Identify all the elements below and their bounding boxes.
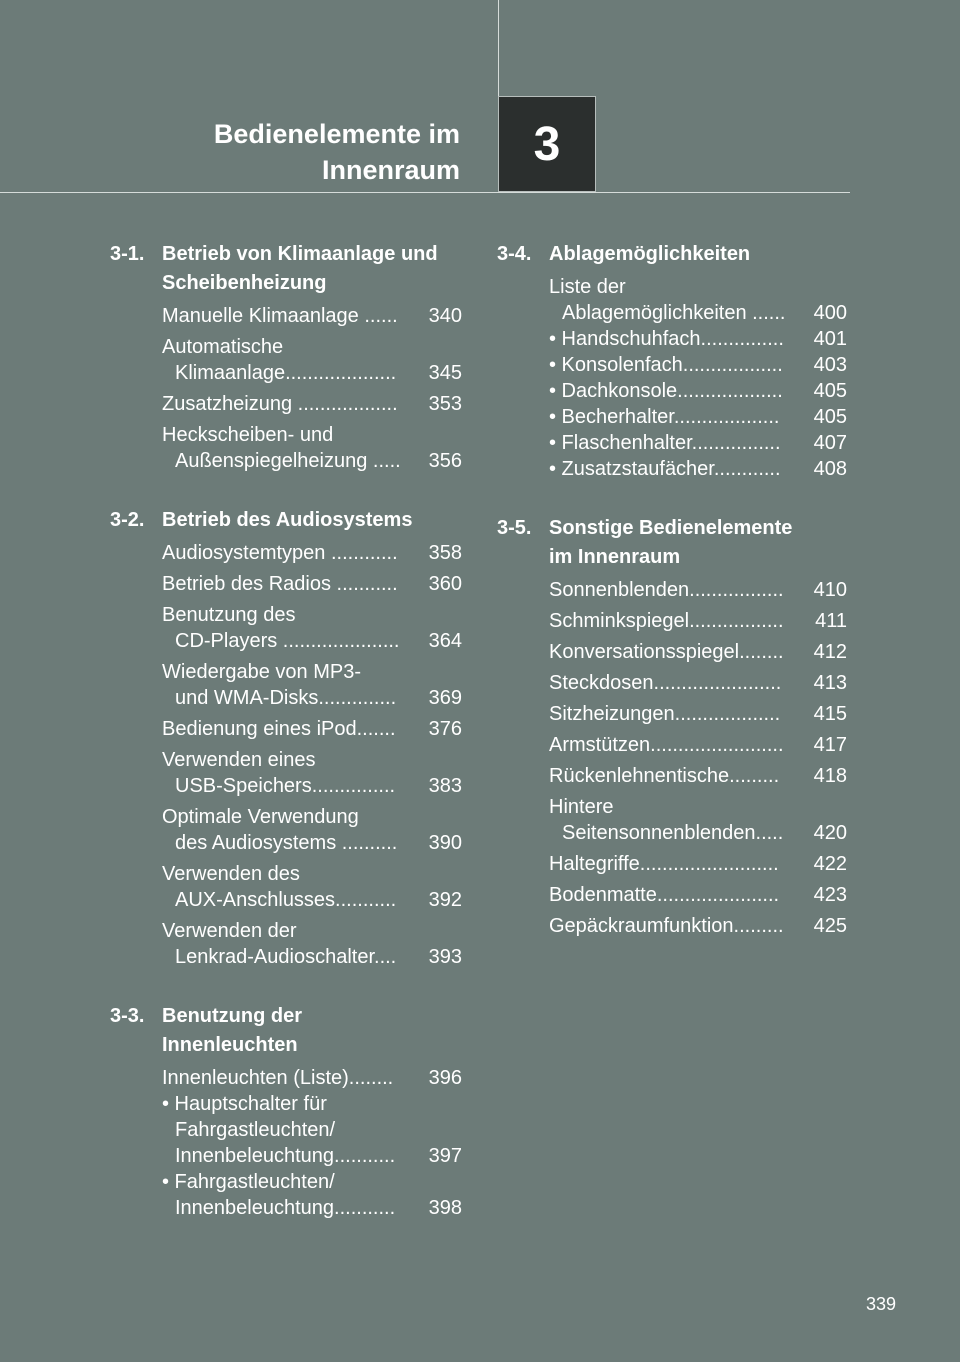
entry-text: Steckdosen....................... [549, 672, 782, 694]
entry-text: USB-Speichers............... [175, 775, 396, 797]
entry-text: Gepäckraumfunktion......... [549, 915, 784, 937]
entry-text: Innenbeleuchtung........... [175, 1197, 396, 1219]
toc-section [497, 514, 847, 939]
toc-entry [549, 763, 847, 789]
section-heading [110, 1002, 462, 1060]
toc-entry [549, 577, 847, 603]
entry-text: Liste der [549, 276, 626, 298]
toc-entry [162, 918, 462, 970]
toc-entry [549, 404, 847, 430]
chapter-number: 3 [533, 117, 561, 171]
entry-page-number: 417 [813, 734, 847, 756]
entry-text: AUX-Anschlusses........... [175, 889, 397, 911]
chapter-title-line2: Innenraum [321, 155, 460, 185]
entry-text: Bodenmatte...................... [549, 884, 780, 906]
entry-page-number: 360 [428, 573, 462, 595]
section-title-line1: Ablagemöglichkeiten [549, 243, 751, 265]
section-title-line1: Betrieb des Audiosystems [162, 509, 413, 531]
toc-entry [549, 639, 847, 665]
toc-entry [549, 882, 847, 908]
entry-text: Ablagemöglichkeiten ...... [562, 302, 786, 324]
toc-entry [162, 303, 462, 329]
entry-page-number: 390 [428, 832, 462, 854]
section-title [162, 506, 462, 535]
entry-page-number: 415 [813, 703, 847, 725]
section-title-line2: Scheibenheizung [162, 272, 327, 294]
entry-text: Haltegriffe......................... [549, 853, 779, 875]
entry-page-number: 345 [428, 362, 462, 384]
entry-text: Verwenden des [162, 863, 300, 885]
entry-page-number: 407 [813, 432, 847, 454]
entry-text: Verwenden eines [162, 749, 316, 771]
toc-entry [549, 701, 847, 727]
section-heading [497, 514, 847, 572]
entry-page-number: 397 [428, 1145, 462, 1167]
entry-text: • Handschuhfach............... [549, 328, 784, 350]
entry-list [497, 274, 847, 482]
toc-section [110, 506, 462, 970]
toc-entry [549, 913, 847, 939]
toc-entry [549, 274, 847, 326]
entry-page-number: 392 [428, 889, 462, 911]
entry-text: • Zusatzstaufächer............ [549, 458, 781, 480]
toc-entry [162, 1065, 462, 1091]
toc-entry [549, 456, 847, 482]
section-title-line1: Sonstige Bedienelemente [549, 517, 793, 539]
entry-page-number: 376 [428, 718, 462, 740]
toc-section [110, 1002, 462, 1221]
entry-text: Rückenlehnentische......... [549, 765, 780, 787]
toc-entry [162, 747, 462, 799]
entry-text: • Hauptschalter für [162, 1093, 327, 1115]
toc-entry [549, 794, 847, 846]
entry-page-number: 405 [813, 380, 847, 402]
header-horizontal-rule [0, 192, 850, 193]
header-vertical-rule [498, 0, 499, 97]
toc-entry [162, 571, 462, 597]
entry-text: Bedienung eines iPod....... [162, 718, 396, 740]
toc-column-left [110, 240, 462, 1253]
entry-text: Außenspiegelheizung ..... [175, 450, 401, 472]
entry-page-number: 401 [813, 328, 847, 350]
entry-page-number: 400 [813, 302, 847, 324]
toc-entry [162, 716, 462, 742]
entry-page-number: 405 [813, 406, 847, 428]
section-title [549, 240, 847, 269]
toc-entry [162, 391, 462, 417]
toc-entry [162, 602, 462, 654]
entry-text: Sonnenblenden................. [549, 579, 784, 601]
entry-page-number: 369 [428, 687, 462, 709]
entry-page-number: 353 [428, 393, 462, 415]
entry-page-number: 411 [815, 610, 847, 632]
entry-text: Zusatzheizung .................. [162, 393, 398, 415]
entry-text: • Becherhalter................... [549, 406, 780, 428]
entry-text: Betrieb des Radios ........... [162, 573, 398, 595]
entry-text: Klimaanlage.................... [175, 362, 397, 384]
entry-text: Seitensonnenblenden..... [562, 822, 784, 844]
toc-entry [162, 422, 462, 474]
entry-text: Schminkspiegel................. [549, 610, 784, 632]
toc-entry [162, 659, 462, 711]
toc-entry [549, 430, 847, 456]
entry-text: Konversationsspiegel........ [549, 641, 784, 663]
entry-text: CD-Players ..................... [175, 630, 400, 652]
toc-entry [162, 804, 462, 856]
entry-page-number: 410 [813, 579, 847, 601]
section-heading [110, 240, 462, 298]
section-title-line2: im Innenraum [549, 546, 681, 568]
chapter-title [214, 116, 460, 188]
toc-entry [549, 352, 847, 378]
entry-page-number: 423 [813, 884, 847, 906]
toc-column-right [497, 240, 847, 971]
section-title [162, 240, 462, 298]
section-number: 3-3. [110, 1005, 145, 1027]
entry-page-number: 358 [428, 542, 462, 564]
entry-text: Verwenden der [162, 920, 297, 942]
section-number: 3-1. [110, 243, 145, 265]
entry-list [110, 540, 462, 970]
toc-entry [549, 670, 847, 696]
chapter-number-tab [498, 96, 596, 192]
entry-text: • Konsolenfach.................. [549, 354, 783, 376]
entry-text: • Fahrgastleuchten/ [162, 1171, 335, 1193]
entry-text: Innenbeleuchtung........... [175, 1145, 396, 1167]
entry-page-number: 393 [428, 946, 462, 968]
entry-text: und WMA-Disks.............. [175, 687, 397, 709]
section-number: 3-4. [497, 243, 532, 265]
toc-entry [162, 1091, 462, 1169]
entry-list [497, 577, 847, 939]
section-title [162, 1002, 462, 1060]
entry-page-number: 383 [428, 775, 462, 797]
entry-page-number: 412 [813, 641, 847, 663]
toc-entry [162, 861, 462, 913]
chapter-title-line1: Bedienelemente im [213, 119, 460, 149]
entry-text: Sitzheizungen................... [549, 703, 781, 725]
entry-list [110, 303, 462, 474]
entry-text: Automatische [162, 336, 284, 358]
entry-page-number: 398 [428, 1197, 462, 1219]
entry-page-number: 356 [428, 450, 462, 472]
entry-text: Audiosystemtypen ............ [162, 542, 398, 564]
toc-section [110, 240, 462, 474]
section-title-line1: Betrieb von Klimaanlage und [162, 243, 438, 265]
entry-text: des Audiosystems .......... [175, 832, 398, 854]
entry-page-number: 422 [813, 853, 847, 875]
entry-text: Fahrgastleuchten/ [175, 1119, 336, 1141]
entry-page-number: 396 [428, 1067, 462, 1089]
entry-page-number: 413 [813, 672, 847, 694]
entry-page-number: 425 [813, 915, 847, 937]
entry-page-number: 403 [813, 354, 847, 376]
entry-text: Manuelle Klimaanlage ...... [162, 305, 398, 327]
toc-entry [162, 334, 462, 386]
toc-entry [162, 1169, 462, 1221]
section-number: 3-2. [110, 509, 145, 531]
entry-text: Armstützen........................ [549, 734, 784, 756]
toc-section [497, 240, 847, 482]
entry-text: Hintere [549, 796, 614, 818]
section-number: 3-5. [497, 517, 532, 539]
page-number: 339 [865, 1294, 896, 1314]
entry-text: • Dachkonsole................... [549, 380, 783, 402]
section-title [549, 514, 847, 572]
entry-text: • Flaschenhalter................ [549, 432, 781, 454]
toc-entry [162, 540, 462, 566]
entry-text: Lenkrad-Audioschalter.... [175, 946, 397, 968]
toc-entry [549, 326, 847, 352]
entry-text: Benutzung des [162, 604, 296, 626]
entry-page-number: 364 [428, 630, 462, 652]
entry-text: Heckscheiben- und [162, 424, 334, 446]
entry-list [110, 1065, 462, 1221]
section-title-line1: Benutzung der [162, 1005, 302, 1027]
entry-page-number: 408 [813, 458, 847, 480]
entry-page-number: 340 [428, 305, 462, 327]
entry-text: Innenleuchten (Liste)........ [162, 1067, 394, 1089]
entry-text: Optimale Verwendung [162, 806, 359, 828]
toc-entry [549, 732, 847, 758]
entry-page-number: 420 [813, 822, 847, 844]
section-heading [110, 506, 462, 535]
toc-entry [549, 851, 847, 877]
section-title-line2: Innenleuchten [162, 1034, 298, 1056]
toc-entry [549, 608, 847, 634]
toc-entry [549, 378, 847, 404]
entry-page-number: 418 [813, 765, 847, 787]
entry-text: Wiedergabe von MP3- [162, 661, 361, 683]
section-heading [497, 240, 847, 269]
